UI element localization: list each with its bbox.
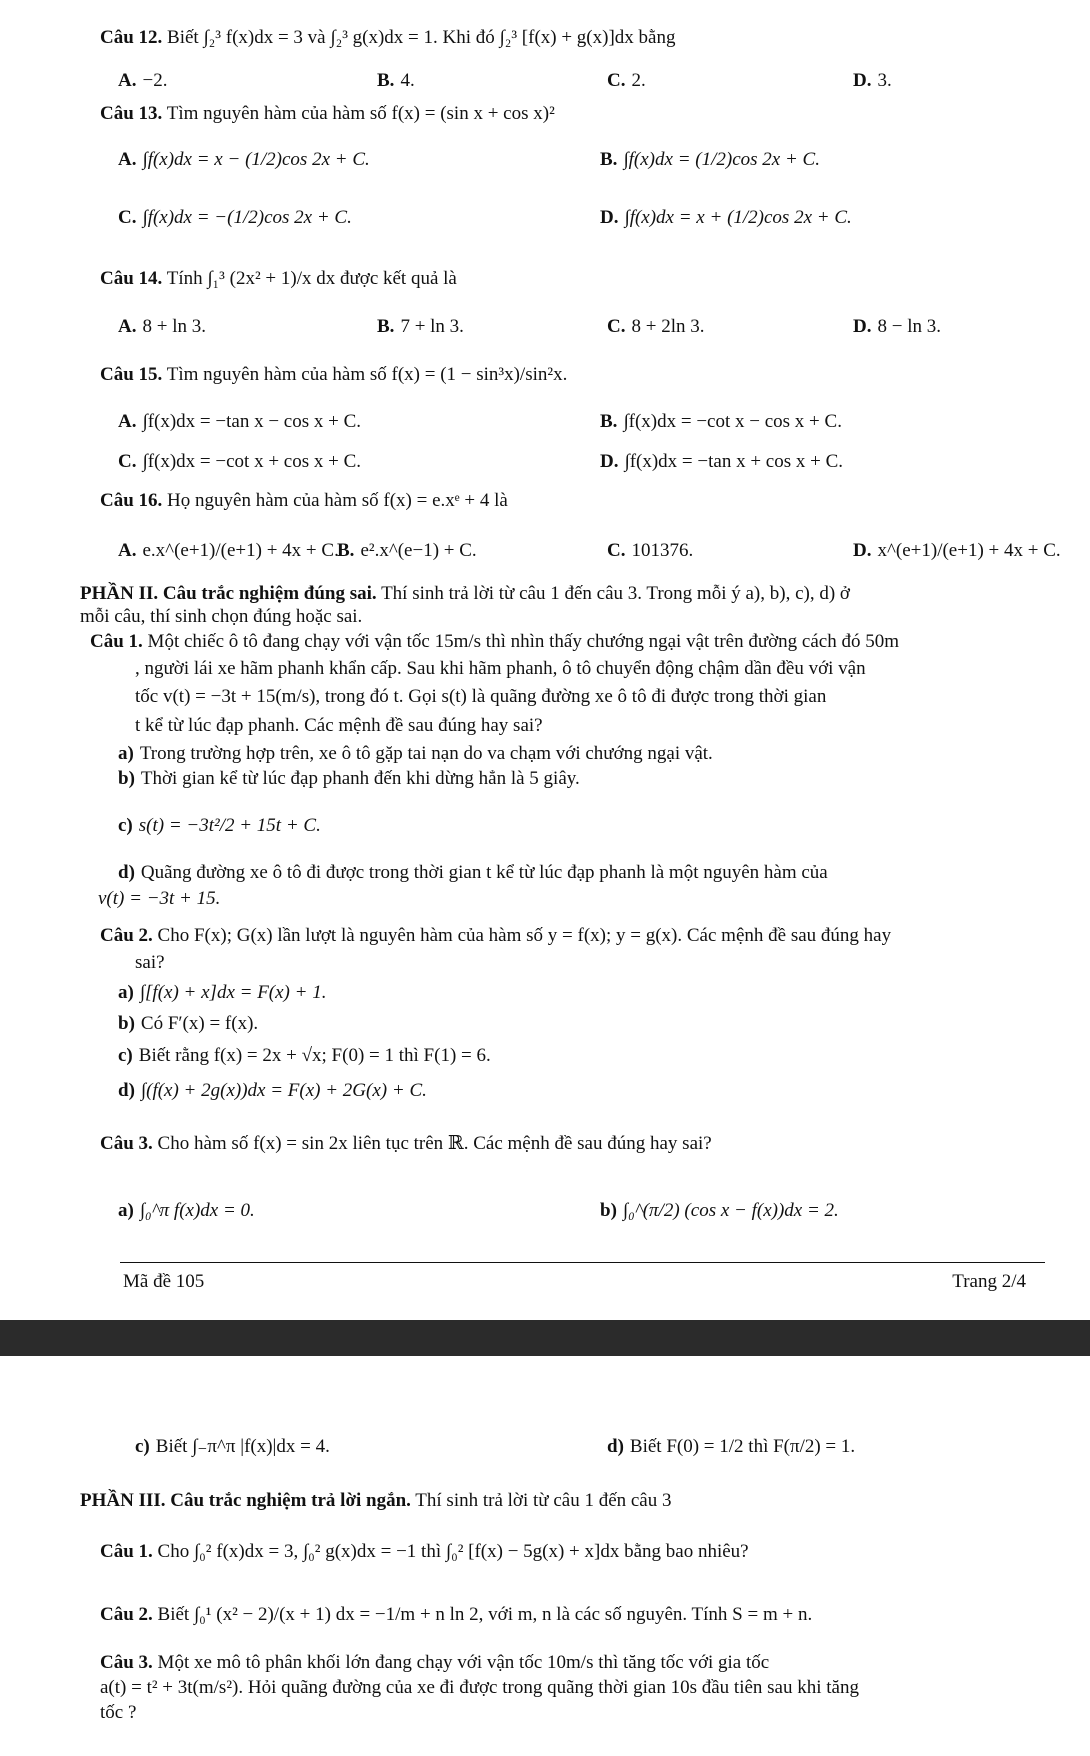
exam-page-lower: c) Biết ∫₋π^π |f(x)|dx = 4. d) Biết F(0) = 1/2 thì F(π/2) = 1. PHẦN III. Câu trắc nghiệm trả lời ngắn. Thí sinh trả lời từ câu 1 đến câu 3 Câu 1. Cho ∫₀² f(x)dx = 3, ∫₀² g(x)dx = −1 thì ∫₀² [f(x) − 5g(x) + x]dx bằng bao nhiêu? Câu 2. Biết ∫₀¹ (x² − 2)/(x + 1) dx = −1/m + n ln 2, với m, n là các số nguyên. Tính S = m + n. Câu 3. Một xe mô tô phân khối lớn đang chạy với vận tốc 10m/s thì tăng tốc với gia tốc a(t) = t² + 3t(m/s²). Hỏi quãng đường của xe đi được trong quãng thời gian 10s đầu tiên sau khi tăng tốc ? xyxy=(0,1356,1090,1756)
option-d[interactable]: D. 8 − ln 3. xyxy=(853,316,941,337)
option-a[interactable]: A. ∫f(x)dx = −tan x − cos x + C. xyxy=(118,411,361,432)
question-stem: Tìm nguyên hàm của hàm số f(x) = (1 − sin³x)/sin²x. xyxy=(166,364,568,385)
section-heading: PHẦN II. Câu trắc nghiệm đúng sai. xyxy=(80,583,377,604)
option-c[interactable]: C. 2. xyxy=(607,70,646,91)
question-label: Câu 1. xyxy=(100,1541,153,1562)
question-label: Câu 15. xyxy=(100,364,163,385)
option-d[interactable]: D. x^(e+1)/(e+1) + 4x + C. xyxy=(853,540,1061,561)
option-a[interactable]: A. ∫f(x)dx = x − (1/2)cos 2x + C. xyxy=(118,149,370,170)
section-intro: Thí sinh trả lời từ câu 1 đến câu 3 xyxy=(410,1490,672,1511)
question-stem: Họ nguyên hàm của hàm số f(x) = e.xᵉ + 4 là xyxy=(167,490,508,511)
option-c[interactable]: C. 8 + 2ln 3. xyxy=(607,316,705,337)
question-stem: Tính ∫₁³ (2x² + 1)/x dx được kết quả là xyxy=(166,268,457,289)
option-b[interactable]: B. ∫f(x)dx = −cot x − cos x + C. xyxy=(600,411,842,432)
option-b[interactable]: B. ∫f(x)dx = (1/2)cos 2x + C. xyxy=(600,149,820,170)
option-d[interactable]: D. ∫f(x)dx = −tan x + cos x + C. xyxy=(600,451,843,472)
section-heading: PHẦN III. Câu trắc nghiệm trả lời ngắn. xyxy=(80,1490,411,1511)
question-label: Câu 1. xyxy=(90,631,143,652)
option-c[interactable]: C. ∫f(x)dx = −(1/2)cos 2x + C. xyxy=(118,207,352,228)
option-d[interactable]: D. 3. xyxy=(853,70,892,91)
option-b[interactable]: B. 4. xyxy=(377,70,415,91)
option-a[interactable]: A. e.x^(e+1)/(e+1) + 4x + C. xyxy=(118,540,339,561)
page-number: Trang 2/4 xyxy=(952,1271,1026,1292)
option-a[interactable]: A. 8 + ln 3. xyxy=(118,316,206,337)
option-b[interactable]: B. 7 + ln 3. xyxy=(377,316,464,337)
option-c[interactable]: C. ∫f(x)dx = −cot x + cos x + C. xyxy=(118,451,361,472)
question-label: Câu 13. xyxy=(100,103,163,124)
question-label: Câu 3. xyxy=(100,1652,153,1673)
option-b[interactable]: B. e².x^(e−1) + C. xyxy=(337,540,477,561)
section-intro: Thí sinh trả lời từ câu 1 đến câu 3. Trong mỗi ý a), b), c), d) ở xyxy=(376,583,850,604)
question-stem: Tìm nguyên hàm của hàm số f(x) = (sin x + cos x)² xyxy=(166,103,555,124)
tf3-statement-c: c) Biết ∫₋π^π |f(x)|dx = 4. xyxy=(135,1436,330,1457)
tf3-statement-d: d) Biết F(0) = 1/2 thì F(π/2) = 1. xyxy=(607,1436,856,1457)
exam-code: Mã đề 105 xyxy=(123,1271,205,1292)
question-label: Câu 16. xyxy=(100,490,163,511)
tf3-statement-a: a) ∫₀^π f(x)dx = 0. xyxy=(118,1200,255,1221)
question-label: Câu 3. xyxy=(100,1133,153,1154)
tf3-statement-b: b) ∫₀^(π/2) (cos x − f(x))dx = 2. xyxy=(600,1200,839,1221)
question-label: Câu 2. xyxy=(100,1604,153,1625)
question-label: Câu 12. xyxy=(100,27,163,48)
exam-page-upper: Câu 12. Biết ∫₂³ f(x)dx = 3 và ∫₂³ g(x)dx = 1. Khi đó ∫₂³ [f(x) + g(x)]dx bằng A. −2. B. 4. C. 2. D. 3. Câu 13. Tìm nguyên hàm của hàm số f(x) = (sin x + cos x)² A. ∫f(x)dx = x − (1/2)cos 2x + C. B. ∫f(x)dx = (1/2)cos 2x + C. C. ∫f(x)dx = −(1/2)cos 2x + C. D. ∫f(x)dx = x + (1/2)cos 2x + C. Câu 14. Tính ∫₁³ (2x² + 1)/x dx được kết quả là A. 8 + ln 3. B. 7 + ln 3. C. 8 + 2ln 3. D. 8 − ln 3. Câu 15. Tìm nguyên hàm của hàm số f(x) = (1 − sin³x)/sin²x. A. ∫f(x)dx = −tan x − cos x + C. B. ∫f(x)dx = −cot x − cos x + C. C. ∫f(x)dx = −cot x + cos x + C. D. ∫f(x)dx = −tan x + cos x + C. Câu 16. Họ nguyên hàm của hàm số f(x) = e.xᵉ + 4 là A. e.x^(e+1)/(e+1) + 4x + C. B. e².x^(e−1) + C. C. 101376. D. x^(e+1)/(e+1) + 4x + C. PHẦN II. Câu trắc nghiệm đúng sai. Thí sinh trả lời từ câu 1 đến câu 3. Trong mỗi ý a), b), c), d) ở mỗi câu, thí sinh chọn đúng hoặc sai. Câu 1. Một chiếc ô tô đang chạy với vận tốc 15m/s thì nhìn thấy chướng ngại vật trên đường cách đó 50m , người lái xe hãm phanh khẩn cấp. Sau khi hãm phanh, ô tô chuyển động chậm dần đều với vận tốc v(t) = −3t + 15(m/s), trong đó t. Gọi s(t) là quãng đường xe ô tô đi được trong thời gian t kể từ lúc đạp phanh. Các mệnh đề sau đúng hay sai? a) Trong trường hợp trên, xe ô tô gặp tai nạn do va chạm với chướng ngại vật. b) Thời gian kể từ lúc đạp phanh đến khi dừng hẳn là 5 giây. c) s(t) = −3t²/2 + 15t + C. d) Quãng đường xe ô tô đi được trong thời gian t kể từ lúc đạp phanh là một nguyên hàm của v(t) = −3t + 15. Câu 2. Cho F(x); G(x) lần lượt là nguyên hàm của hàm số y = f(x); y = g(x). Các mệnh đề sau đúng hay sai? a) ∫[f(x) + x]dx = F(x) + 1. b) Có F′(x) = f(x). c) Biết rằng f(x) = 2x + √x; F(0) = 1 thì F(1) = 6. d) ∫(f(x) + 2g(x))dx = F(x) + 2G(x) + C. Câu 3. Cho hàm số f(x) = sin 2x liên tục trên ℝ. Các mệnh đề sau đúng hay sai? a) ∫₀^π f(x)dx = 0. b) ∫₀^(π/2) (cos x − f(x))dx = 2. Mã đề 105 Trang 2/4 xyxy=(0,0,1090,1320)
footer-rule xyxy=(120,1262,1045,1263)
question-label: Câu 14. xyxy=(100,268,163,289)
option-d[interactable]: D. ∫f(x)dx = x + (1/2)cos 2x + C. xyxy=(600,207,852,228)
question-label: Câu 2. xyxy=(100,925,153,946)
option-a[interactable]: A. −2. xyxy=(118,70,168,91)
question-stem: Biết ∫₂³ f(x)dx = 3 và ∫₂³ g(x)dx = 1. Khi đó ∫₂³ [f(x) + g(x)]dx bằng xyxy=(167,27,676,48)
option-c[interactable]: C. 101376. xyxy=(607,540,694,561)
